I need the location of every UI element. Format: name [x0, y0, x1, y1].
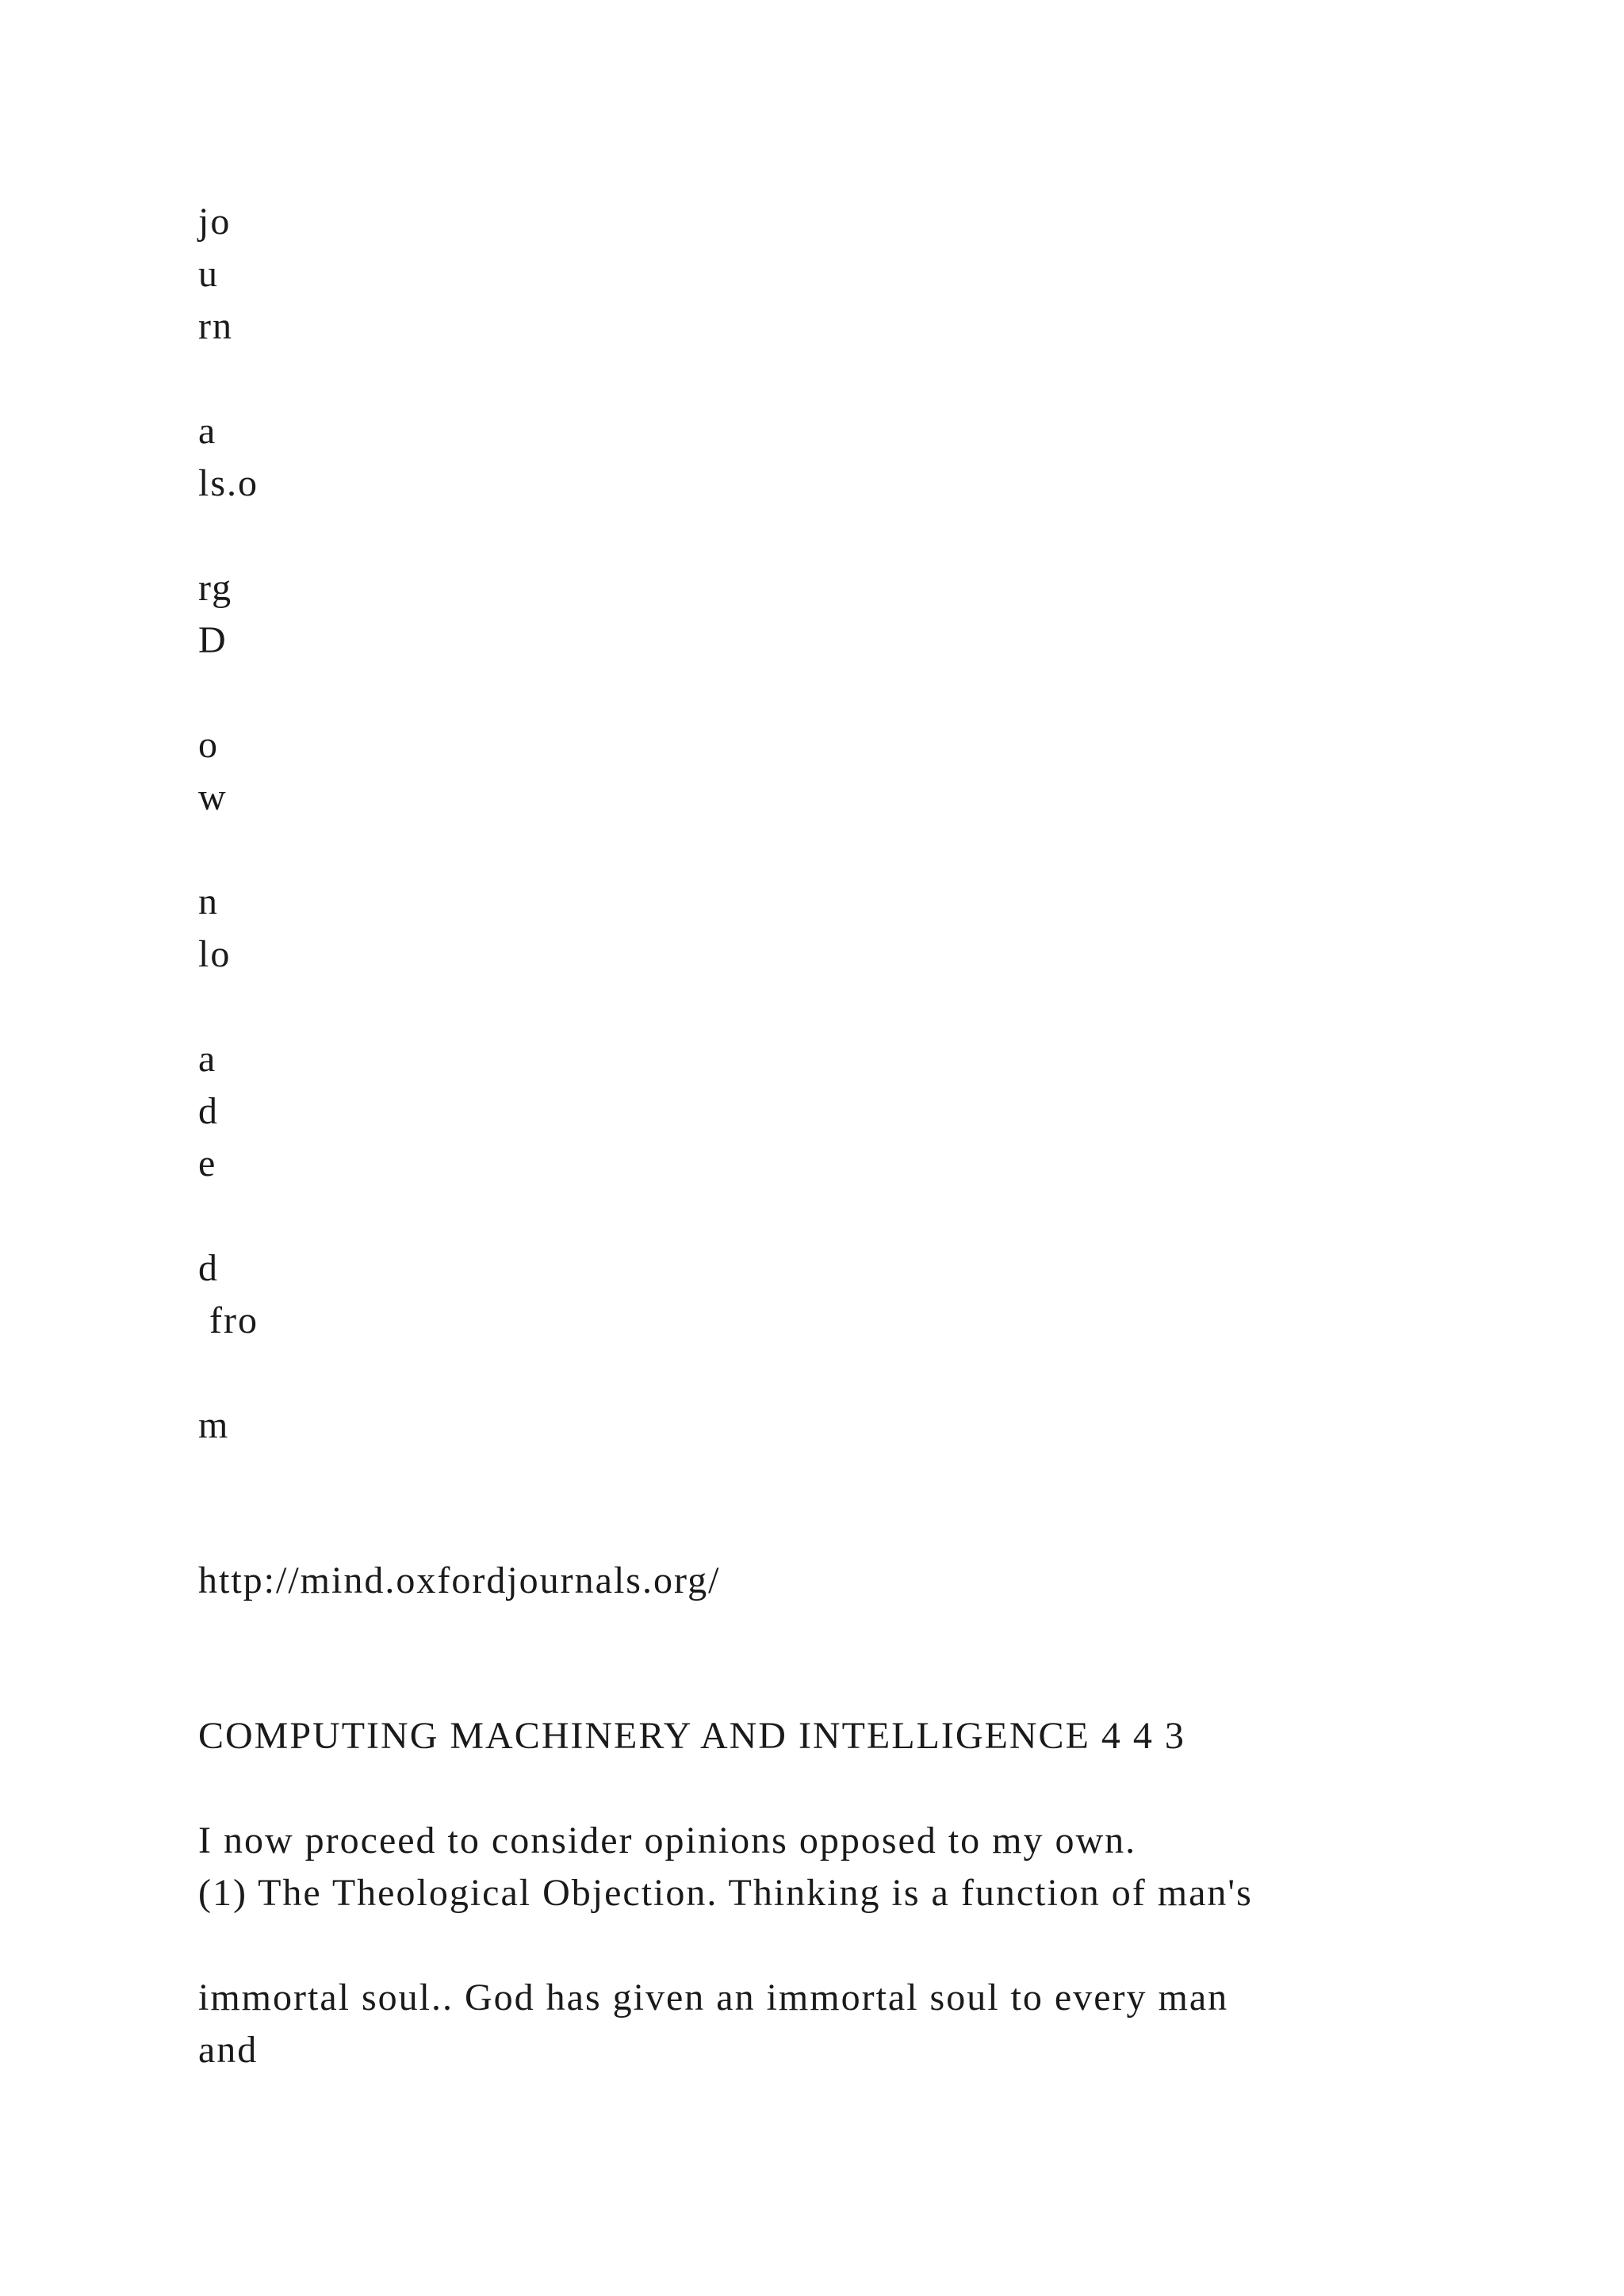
body-line: I now proceed to consider opinions opposed to my own.: [198, 1820, 1137, 1862]
watermark-fragment: m: [198, 1404, 230, 1446]
watermark-fragment: n: [198, 881, 219, 923]
body-line: and: [198, 2029, 259, 2071]
watermark-fragment: w: [198, 776, 228, 818]
watermark-fragment: a: [198, 410, 217, 452]
watermark-fragment: D: [198, 619, 228, 661]
running-header: COMPUTING MACHINERY AND INTELLIGENCE 4 4 3: [198, 1715, 1185, 1757]
watermark-fragment: d: [198, 1090, 219, 1132]
watermark-fragment: e: [198, 1142, 217, 1184]
watermark-fragment: u: [198, 253, 219, 295]
watermark-fragment: a: [198, 1038, 217, 1080]
watermark-fragment: rn: [198, 305, 233, 347]
watermark-fragment: ls.o: [198, 462, 259, 504]
watermark-fragment: d: [198, 1247, 219, 1289]
watermark-fragment: o: [198, 724, 219, 766]
watermark-fragment: fro: [198, 1299, 259, 1341]
watermark-fragment: lo: [198, 933, 232, 975]
source-url: http://mind.oxfordjournals.org/: [198, 1559, 721, 1601]
watermark-fragment: jo: [198, 201, 232, 243]
watermark-fragment: rg: [198, 567, 233, 609]
body-line: immortal soul.. God has given an immortal soul to every man: [198, 1976, 1229, 2019]
body-line: (1) The Theological Objection. Thinking is a function of man's: [198, 1872, 1253, 1914]
